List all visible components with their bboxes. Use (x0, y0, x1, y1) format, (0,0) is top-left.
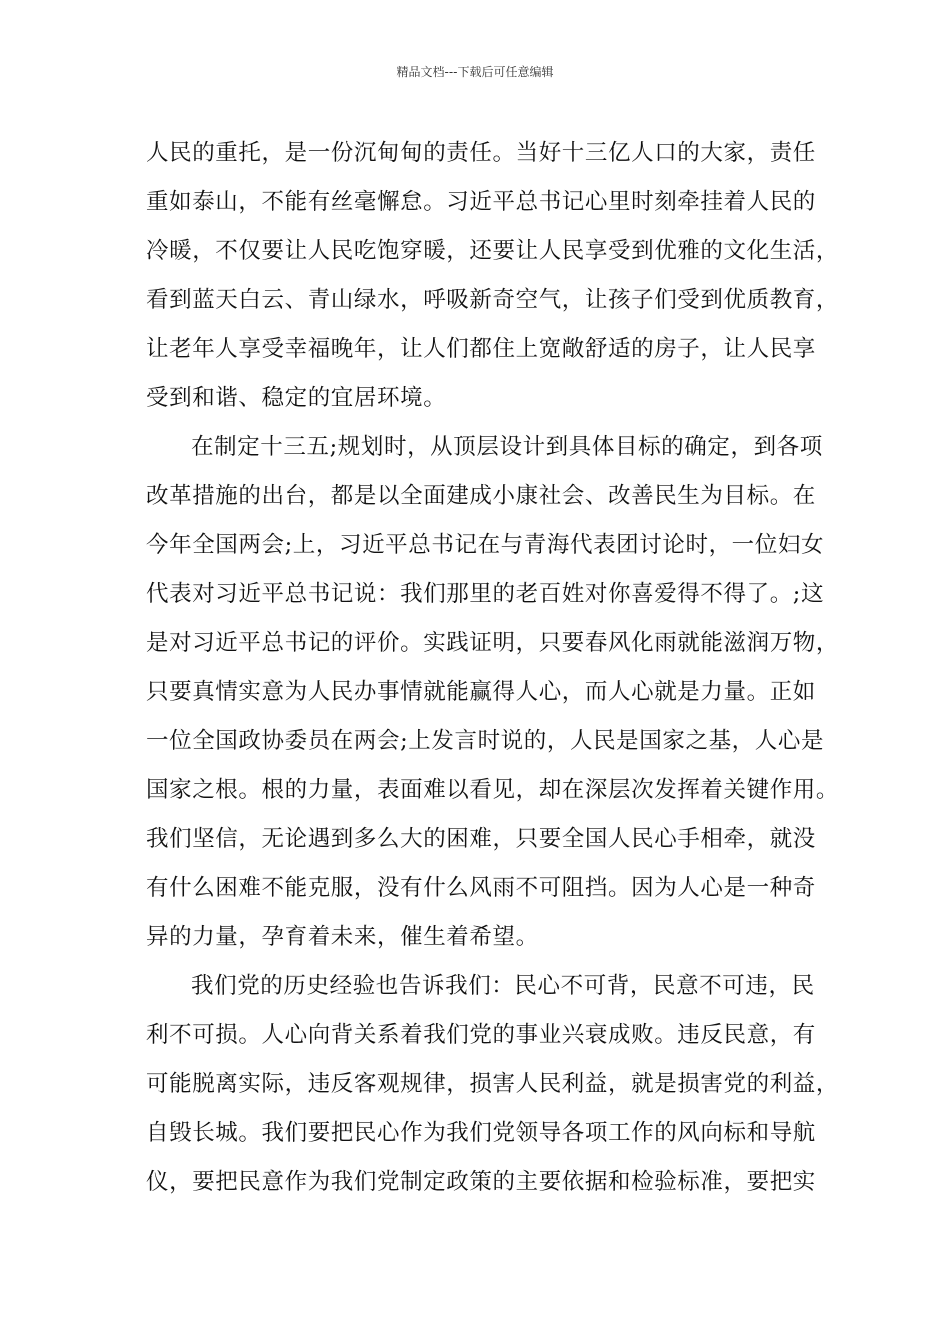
page-header: 精品文档---下载后可任意编辑 (396, 65, 554, 79)
text-line: 改革措施的出台，都是以全面建成小康社会、改善民生为目标。在 (146, 483, 816, 509)
paragraph-first-line: 在制定十三五;规划时，从顶层设计到具体目标的确定，到各项 (191, 434, 823, 460)
text-line: 国家之根。根的力量，表面难以看见，却在深层次发挥着关键作用。 (146, 777, 840, 803)
text-line: 异的力量，孕育着未来，催生着希望。 (146, 924, 539, 950)
text-line: 让老年人享受幸福晚年，让人们都住上宽敞舒适的房子，让人民享 (146, 336, 816, 362)
text-line: 人民的重托，是一份沉甸甸的责任。当好十三亿人口的大家，责任 (146, 140, 816, 166)
text-line: 自毁长城。我们要把民心作为我们党领导各项工作的风向标和导航 (146, 1120, 816, 1146)
text-line: 可能脱离实际，违反客观规律，损害人民利益，就是损害党的利益， (146, 1071, 840, 1097)
text-line: 重如泰山，不能有丝毫懈怠。习近平总书记心里时刻牵挂着人民的 (146, 189, 816, 215)
text-line: 看到蓝天白云、青山绿水，呼吸新奇空气，让孩子们受到优质教育， (146, 287, 840, 313)
text-line: 一位全国政协委员在两会;上发言时说的，人民是国家之基，人心是 (146, 728, 825, 754)
text-line: 只要真情实意为人民办事情就能赢得人心，而人心就是力量。正如 (146, 679, 816, 705)
text-line: 受到和谐、稳定的宜居环境。 (146, 385, 447, 411)
text-line: 代表对习近平总书记说：我们那里的老百姓对你喜爱得不得了。;这 (146, 581, 825, 607)
text-line: 我们坚信，无论遇到多么大的困难，只要全国人民心手相牵，就没 (146, 826, 816, 852)
text-line: 今年全国两会;上，习近平总书记在与青海代表团讨论时，一位妇女 (146, 532, 825, 558)
paragraph-first-line: 我们党的历史经验也告诉我们：民心不可背，民意不可违，民 (191, 973, 815, 999)
text-line: 仪，要把民意作为我们党制定政策的主要依据和检验标准，要把实 (146, 1169, 816, 1195)
text-line: 利不可损。人心向背关系着我们党的事业兴衰成败。违反民意，有 (146, 1022, 816, 1048)
text-line: 有什么困难不能克服，没有什么风雨不可阻挡。因为人心是一种奇 (146, 875, 816, 901)
text-line: 是对习近平总书记的评价。实践证明，只要春风化雨就能滋润万物， (146, 630, 840, 656)
text-line: 冷暖，不仅要让人民吃饱穿暖，还要让人民享受到优雅的文化生活， (146, 238, 840, 264)
document-body (146, 129, 840, 1207)
